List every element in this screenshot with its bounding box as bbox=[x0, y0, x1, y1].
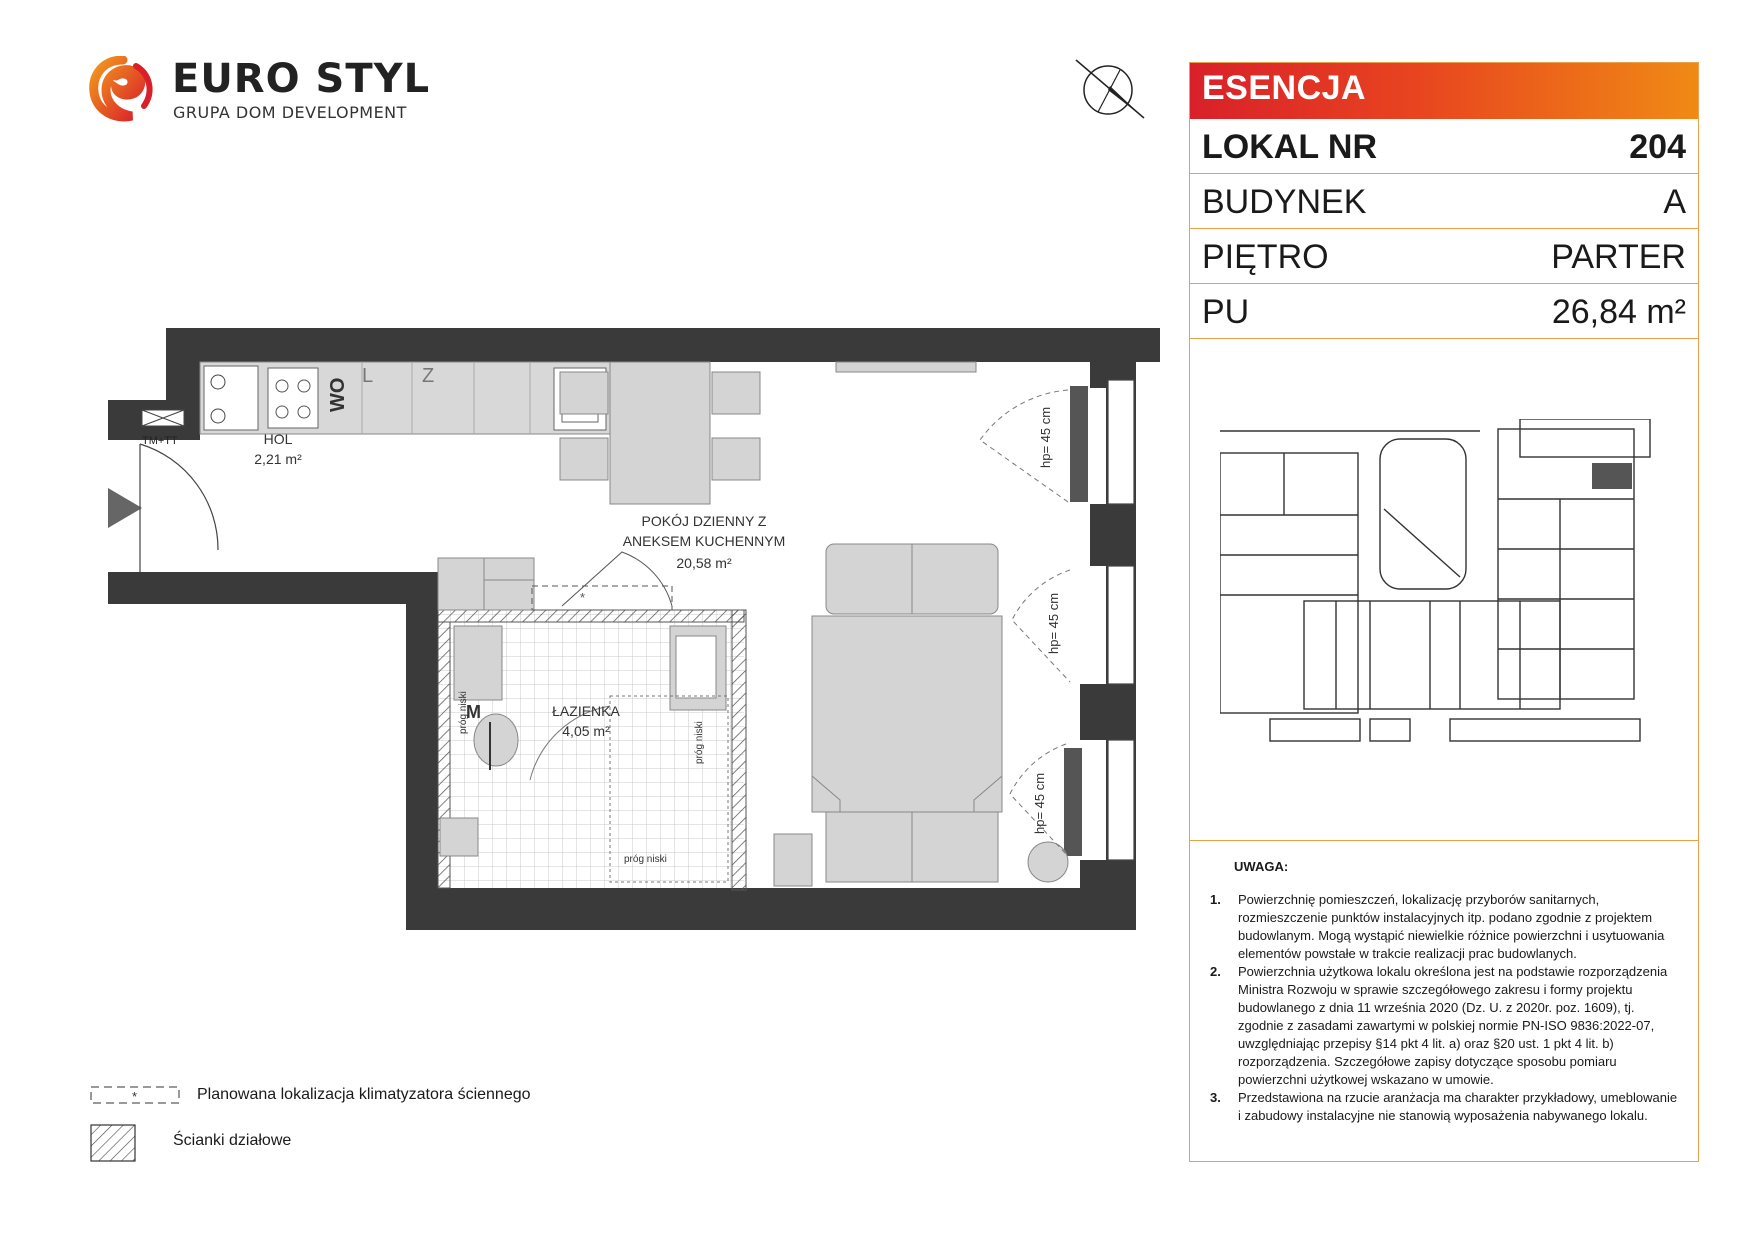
info-row-pietro bbox=[1190, 229, 1698, 284]
hp-label-3: hp= 45 cm bbox=[1032, 772, 1047, 834]
north-compass-icon bbox=[1068, 56, 1148, 122]
info-row-pu bbox=[1190, 284, 1698, 339]
windows bbox=[1108, 380, 1134, 860]
prog-label-1: próg niski bbox=[458, 691, 469, 734]
note-item bbox=[1210, 891, 1680, 963]
legend-walls-text: Ścianki działowe bbox=[173, 1132, 292, 1149]
note-number: 2. bbox=[1210, 964, 1221, 979]
key-plan bbox=[1190, 341, 1698, 841]
site-key-plan-icon bbox=[1220, 419, 1680, 759]
bath-name: ŁAZIENKA bbox=[552, 703, 620, 719]
info-row-lokal bbox=[1190, 119, 1698, 174]
sofa-bed bbox=[774, 544, 1068, 886]
project-name: ESENCJA bbox=[1202, 69, 1367, 107]
info-label: BUDYNEK bbox=[1202, 183, 1367, 221]
legend-ac-text: Planowana lokalizacja klimatyzatora ściennego bbox=[197, 1086, 531, 1103]
note-text: Powierzchnię pomieszczeń, lokalizację przyborów sanitarnych, rozmieszczenie punktów instalacyjnych itp. podano zgodnie z projektem budowlanym. Mogą wystąpić niewielkie różnice powierzchni i usytuowania elementów powstałe w trakcie realizacji prac budowlanych. bbox=[1238, 892, 1665, 961]
hp-label-1: hp= 45 cm bbox=[1038, 406, 1053, 468]
info-value: A bbox=[1663, 183, 1686, 221]
info-panel bbox=[1189, 62, 1699, 1162]
ac-mark: * bbox=[580, 590, 586, 605]
info-value: PARTER bbox=[1551, 238, 1686, 276]
prog-label-3: próg niski bbox=[624, 854, 667, 865]
kitchen-z-label: Z bbox=[422, 365, 435, 387]
kitchen-wo-label: WO bbox=[327, 377, 349, 412]
hp-label-2: hp= 45 cm bbox=[1046, 592, 1061, 654]
kitchen-l-label: L bbox=[362, 365, 374, 387]
project-header bbox=[1190, 63, 1698, 119]
legend-walls-icon bbox=[90, 1124, 136, 1162]
meter-label: TM+TT bbox=[142, 435, 178, 447]
notes-title: UWAGA: bbox=[1234, 859, 1289, 874]
bath-area: 4,05 m² bbox=[562, 723, 610, 739]
kitchen-counter bbox=[200, 362, 610, 434]
info-label: PU bbox=[1202, 293, 1250, 331]
living-name-1: POKÓJ DZIENNY Z bbox=[641, 513, 767, 529]
note-number: 1. bbox=[1210, 892, 1221, 907]
hol-area: 2,21 m² bbox=[254, 451, 302, 467]
brand-name: EURO STYL bbox=[172, 56, 431, 102]
note-text: Przedstawiona na rzucie aranżacja ma charakter przykładowy, umeblowanie i zabudowy instalacyjne nie stanowią wyposażenia nabywanego lokalu. bbox=[1238, 1090, 1678, 1123]
brand-subtitle: GRUPA DOM DEVELOPMENT bbox=[173, 103, 407, 122]
info-value: 204 bbox=[1629, 128, 1686, 166]
entrance-arrow-icon bbox=[108, 488, 142, 528]
prog-label-2: próg niski bbox=[694, 721, 705, 764]
info-label: PIĘTRO bbox=[1202, 238, 1329, 276]
note-text: Powierzchnia użytkowa lokalu określona jest na podstawie rozporządzenia Ministra Rozwoju w sprawie szczegółowego zakresu i formy projektu budowlanego z dnia 11 września 2020 (Dz. U. z 2020r. poz. 1609), tj. zgodnie z zasadami zawartymi w polskiej normie PN-ISO 9836:2022-07, uwzględniając przepisy §14 pkt 4 lit. a) oraz §20 ust. 1 pkt 4 lit. b) rozporządzenia. Szczegółowe zapisy dotyczące sposobu pomiaru powierzchni użytkowej wskazano w umowie. bbox=[1238, 964, 1668, 1087]
info-row-budynek bbox=[1190, 174, 1698, 229]
legend-ac-icon bbox=[90, 1084, 182, 1106]
note-item bbox=[1210, 963, 1680, 1089]
info-value: 26,84 m² bbox=[1551, 293, 1686, 331]
eurostyl-logo-icon bbox=[88, 56, 158, 122]
living-name-2: ANEKSEM KUCHENNYM bbox=[622, 533, 786, 549]
legend-ac-mark: * bbox=[132, 1089, 138, 1104]
hol-name: HOL bbox=[263, 431, 293, 447]
note-item bbox=[1210, 1089, 1680, 1143]
floor-plan bbox=[100, 320, 1160, 930]
note-number: 3. bbox=[1210, 1090, 1221, 1105]
washing-machine-label: M bbox=[466, 702, 481, 722]
info-label: LOKAL NR bbox=[1202, 128, 1378, 166]
living-area: 20,58 m² bbox=[676, 555, 732, 571]
